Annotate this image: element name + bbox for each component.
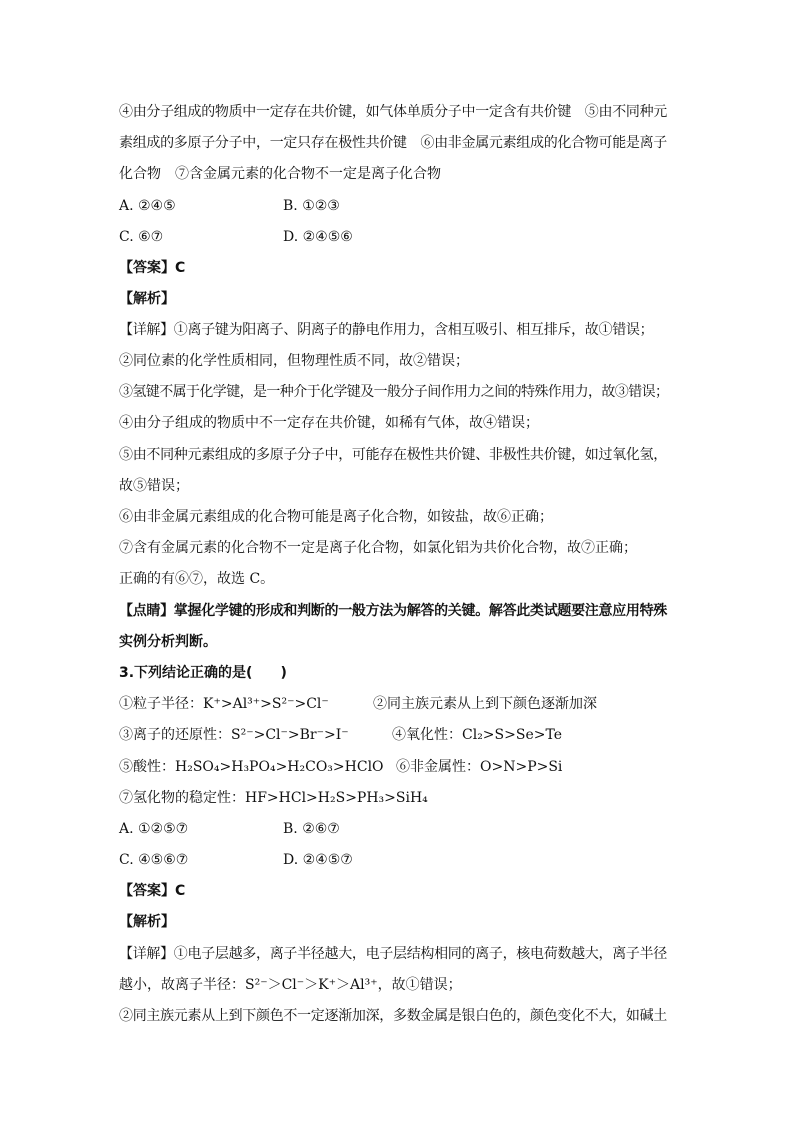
- q3-item-2: ②同主族元素从上到下颜色逐渐加深: [373, 696, 597, 712]
- q2-comment-line-2: 实例分析判断。: [119, 634, 217, 650]
- q2-statement-line-1: ④由分子组成的物质中一定存在共价键，如气体单质分子中一定含有共价键 ⑤由不同种元: [119, 104, 667, 120]
- q3-option-d[interactable]: D. ②④⑤⑦: [283, 852, 353, 868]
- q3-option-a[interactable]: A. ①②⑤⑦: [119, 821, 189, 837]
- q3-item-7: ⑦氢化物的稳定性：HF>HCl>H₂S>PH₃>SiH₄: [119, 790, 428, 806]
- q2-option-a[interactable]: A. ②④⑤: [119, 198, 176, 214]
- q2-option-c[interactable]: C. ⑥⑦: [119, 229, 164, 245]
- q2-comment-line-1: 【点睛】掌握化学键的形成和判断的一般方法为解答的关键。解答此类试题要注意应用特殊: [119, 603, 667, 619]
- q3-option-c[interactable]: C. ④⑤⑥⑦: [119, 852, 189, 868]
- q2-detail-line: ④由分子组成的物质中不一定存在共价键，如稀有气体，故④错误；: [119, 415, 539, 431]
- q2-detail-line: ③氢键不属于化学键，是一种介于化学键及一般分子间作用力之间的特殊作用力，故③错误；: [119, 384, 669, 400]
- q3-item-5: ⑤酸性：H₂SO₄>H₃PO₄>H₂CO₃>HClO: [119, 759, 384, 775]
- q3-item-6: ⑥非金属性：O>N>P>Si: [396, 759, 563, 775]
- q2-analysis-heading: 【解析】: [119, 291, 175, 307]
- q3-title: 3.下列结论正确的是( ): [119, 665, 287, 681]
- q3-item-3: ③离子的还原性：S²⁻>Cl⁻>Br⁻>I⁻: [119, 727, 349, 743]
- q2-option-b[interactable]: B. ①②③: [283, 198, 340, 214]
- q3-analysis-heading: 【解析】: [119, 914, 175, 930]
- q3-answer: 【答案】C: [119, 883, 186, 899]
- q3-item-4: ④氧化性：Cl₂>S>Se>Te: [392, 727, 562, 743]
- q2-detail-line: 故⑤错误；: [119, 478, 189, 494]
- q2-detail-line: 【详解】①离子键为阳离子、阴离子的静电作用力，含相互吸引、相互排斥，故①错误；: [119, 322, 654, 338]
- q3-detail-line-2: 越小，故离子半径：S²⁻＞Cl⁻＞K⁺＞Al³⁺，故①错误；: [119, 977, 462, 993]
- q3-item-1: ①粒子半径：K⁺>Al³⁺>S²⁻>Cl⁻: [119, 696, 329, 712]
- q2-detail-line: ⑦含有金属元素的化合物不一定是离子化合物，如氯化铝为共价化合物，故⑦正确；: [119, 540, 637, 556]
- q3-detail-line-3: ②同主族元素从上到下颜色不一定逐渐加深，多数金属是银白色的，颜色变化不大，如碱土: [119, 1008, 667, 1024]
- q2-statement-line-3: 化合物 ⑦含金属元素的化合物不一定是离子化合物: [119, 166, 441, 182]
- q3-option-b[interactable]: B. ②⑥⑦: [283, 821, 340, 837]
- q2-detail-line: ⑤由不同种元素组成的多原子分子中，可能存在极性共价键、非极性共价键，如过氧化氢，: [119, 447, 667, 463]
- q2-detail-line: ②同位素的化学性质相同，但物理性质不同，故②错误；: [119, 353, 469, 369]
- q2-detail-line: ⑥由非金属元素组成的化合物可能是离子化合物，如铵盐，故⑥正确；: [119, 509, 553, 525]
- q2-detail-line: 正确的有⑥⑦，故选 C。: [119, 571, 275, 587]
- q3-detail-line-1: 【详解】①电子层越多，离子半径越大，电子层结构相同的离子，核电荷数越大，离子半径: [119, 946, 667, 962]
- q2-statement-line-2: 素组成的多原子分子中，一定只存在极性共价键 ⑥由非金属元素组成的化合物可能是离子: [119, 135, 667, 151]
- q2-answer: 【答案】C: [119, 260, 186, 276]
- q2-option-d[interactable]: D. ②④⑤⑥: [283, 229, 353, 245]
